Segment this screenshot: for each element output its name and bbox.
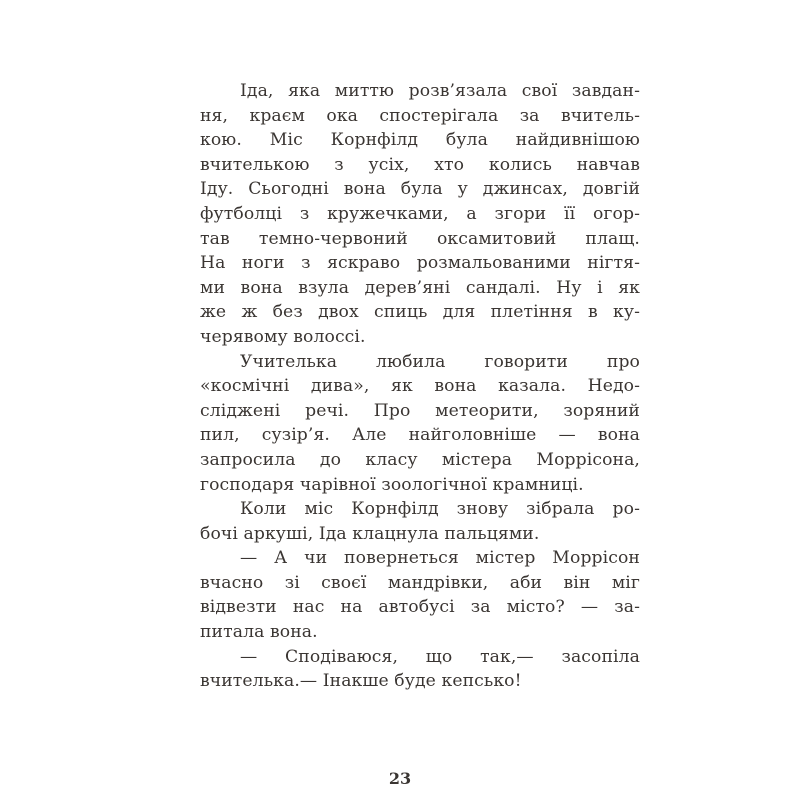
text-line: Коли міс Корнфілд знову зібрала ро-	[240, 499, 640, 520]
text-line: Учителька любила говорити про	[240, 351, 640, 372]
page-number: 23	[388, 769, 412, 788]
paragraph-5-dialogue	[200, 645, 640, 694]
text-line: — Сподіваюся, що так,— засопіла	[240, 646, 640, 667]
text-line: сліджені речі. Про метеорити, зоряний	[200, 400, 640, 421]
text-line: бочі аркуші, Іда клацнула пальцями.	[200, 523, 540, 544]
text-line: кою. Міс Корнфілд була найдивнішою	[200, 130, 640, 151]
text-line: «космічні дива», як вона казала. Недо-	[200, 376, 640, 397]
text-line: черявому волоссі.	[200, 326, 366, 347]
text-line: ня, краєм ока спостерігала за вчитель-	[200, 105, 640, 126]
text-line: тав темно-червоний оксамитовий плащ.	[200, 228, 640, 249]
text-line: вчасно зі своєї мандрівки, аби він міг	[200, 572, 640, 593]
text-line: ми вона взула дерев’яні сандалі. Ну і як	[200, 277, 640, 298]
text-line: На ноги з яскраво розмальованими нігтя-	[200, 253, 640, 274]
text-line: футболці з кружечками, а згори її огор-	[200, 203, 640, 224]
text-line: питала вона.	[200, 622, 318, 643]
text-line: запросила до класу містера Моррісона,	[200, 449, 640, 470]
text-line: — А чи повернеться містер Моррісон	[240, 548, 640, 569]
text-line: вчителькою з усіх, хто колись навчав	[200, 154, 640, 175]
paragraph-4-dialogue	[200, 546, 640, 644]
text-line: Іда, яка миттю розв’язала свої завдан-	[240, 81, 640, 101]
paragraph-2	[200, 350, 640, 498]
text-line: Іду. Сьогодні вона була у джинсах, довгій	[200, 179, 640, 200]
text-line: господаря чарівної зоологічної крамниці.	[200, 474, 584, 495]
text-line: пил, сузір’я. Але найголовніше — вона	[200, 425, 640, 446]
text-line: вчителька.— Інакше буде кепсько!	[200, 671, 522, 692]
book-page-text	[200, 79, 640, 694]
paragraph-1	[200, 79, 640, 350]
text-line: відвезти нас на автобусі за місто? — за-	[200, 597, 640, 618]
text-line: же ж без двох спиць для плетіння в ку-	[200, 302, 640, 323]
paragraph-3	[200, 497, 640, 546]
